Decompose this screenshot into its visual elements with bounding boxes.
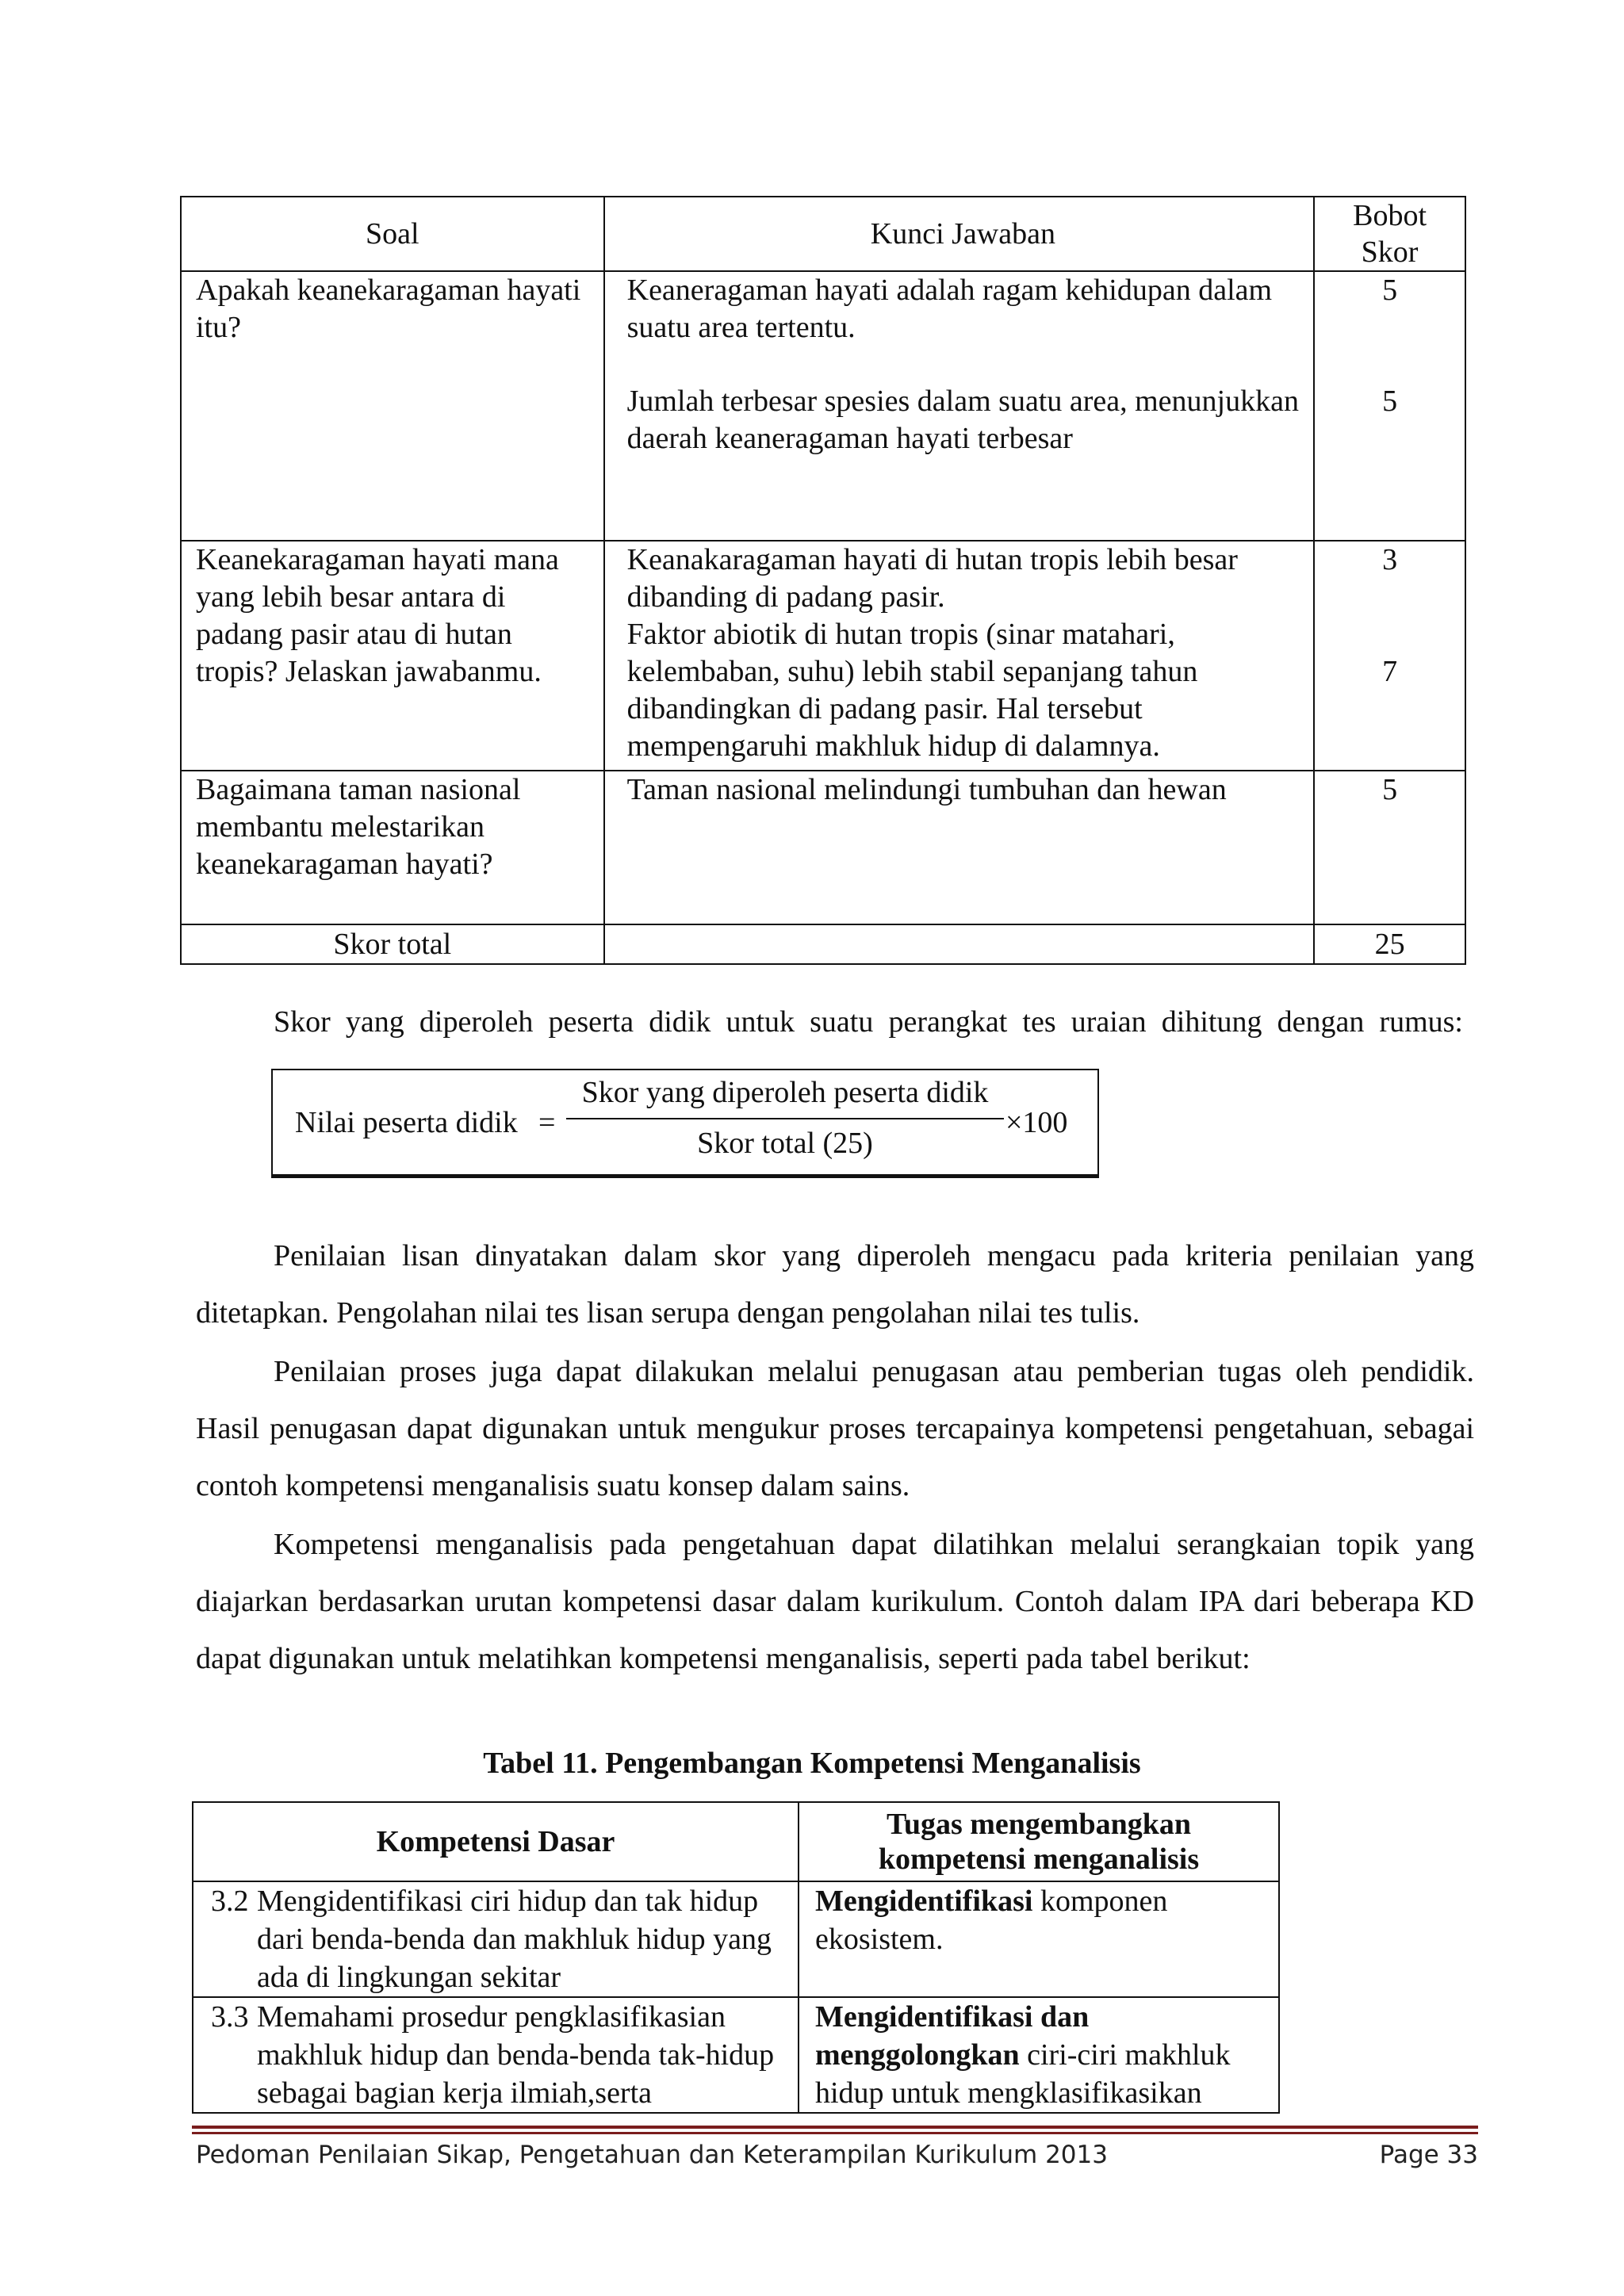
kd-number: 3.2 [211,1885,249,1918]
task-cell [799,1997,1279,2113]
answer-cell [604,271,1315,541]
table-row [181,541,1465,771]
total-row [181,924,1465,964]
table-caption: Tabel 11. Pengembangan Kompetensi Menganalisis [483,1747,1141,1780]
paragraph: Penilaian proses juga dapat dilakukan melalui penugasan atau pemberian tugas oleh pendidik. Hasil penugasan dapat digunakan untuk mengukur proses tercapainya kompetensi pengetahuan, sebagai contoh kompetensi menganalisis suatu konsep dalam sains. [196,1355,1474,1502]
header-soal: Soal [181,197,604,271]
score-cell [1314,541,1465,771]
formula-multiplier: ×100 [1005,1106,1068,1139]
table-header-row [181,197,1465,271]
table-row [193,1997,1279,2113]
footer-rule-thin [192,2132,1478,2134]
score-cell [1314,271,1465,541]
header-tugas [799,1802,1279,1881]
page-number: Page 33 [1379,2141,1478,2169]
score-value: 5 [1382,385,1398,418]
answer-text: Keaneragaman hayati adalah ragam kehidupan dalam suatu area tertentu. [626,274,1273,344]
header-kunci-jawaban: Kunci Jawaban [604,197,1315,271]
table-row [181,771,1465,924]
kd-number: 3.3 [211,2000,249,2034]
header-tugas-text: Tugas mengembangkan kompetensi menganalisis [878,1808,1200,1876]
task-keyword: Mengidentifikasi [815,1885,1033,1918]
table-row [181,271,1465,541]
task-keyword: Mengidentifikasi dan menggolongkan [815,2000,1090,2072]
kd-cell [193,1997,799,2113]
task-text: komponen ekosistem. [815,1885,1168,1956]
answer-cell [604,771,1315,924]
answer-text: Jumlah terbesar spesies dalam suatu area, menunjukkan daerah keaneragaman hayati terbesar [626,385,1299,455]
header-bobot-skor [1314,197,1465,271]
score-value: 5 [1382,274,1398,307]
total-value: 25 [1314,924,1465,964]
question-cell: Keanekaragaman hayati mana yang lebih besar antara di padang pasir atau di hutan tropis? Jelaskan jawabanmu. [181,541,604,771]
formula-equals: = [538,1106,556,1139]
kd-text: Mengidentifikasi ciri hidup dan tak hidup dari benda-benda dan makhluk hidup yang ada di lingkungan sekitar [257,1885,772,1994]
footer-rule-thick [192,2126,1478,2129]
question-cell: Apakah keanekaragaman hayati itu? [181,271,604,541]
table-row [193,1881,1279,1997]
score-value: 7 [1382,655,1398,688]
formula-box [271,1069,1099,1178]
answer-text: Faktor abiotik di hutan tropis (sinar matahari, kelembaban, suhu) lebih stabil sepanjang tahun dibandingkan di padang pasir. Hal tersebut mempengaruhi makhluk hidup di dalamnya. [626,618,1198,763]
kd-text: Memahami prosedur pengklasifikasian makhluk hidup dan benda-benda tak-hidup sebagai bagian kerja ilmiah,serta [257,2000,775,2110]
paragraph: Penilaian lisan dinyatakan dalam skor yang diperoleh mengacu pada kriteria penilaian yang ditetapkan. Pengolahan nilai tes lisan serupa dengan pengolahan nilai tes tulis. [196,1239,1474,1330]
footer-title: Pedoman Penilaian Sikap, Pengetahuan dan Keterampilan Kurikulum 2013 [196,2141,1108,2169]
formula-intro: Skor yang diperoleh peserta didik untuk suatu perangkat tes uraian dihitung dengan rumus: [274,1005,1463,1039]
kd-cell [193,1881,799,1997]
competency-table [192,1801,1280,2114]
answer-text: Taman nasional melindungi tumbuhan dan hewan [626,773,1227,806]
total-empty-cell [604,924,1315,964]
answer-key-table [180,196,1466,965]
answer-cell [604,541,1315,771]
header-bobot-skor-text: Bobot Skor [1353,199,1427,269]
question-cell: Bagaimana taman nasional membantu melestarikan keanekaragaman hayati? [181,771,604,924]
task-text: ciri-ciri makhluk hidup untuk mengklasifikasikan [815,2038,1231,2110]
formula-lhs: Nilai peserta didik [295,1106,518,1139]
score-value: 3 [1382,543,1398,576]
task-cell [799,1881,1279,1997]
fraction-bar [566,1118,1004,1119]
answer-text: Keanakaragaman hayati di hutan tropis lebih besar dibanding di padang pasir. [626,543,1238,614]
paragraph: Kompetensi menganalisis pada pengetahuan dapat dilatihkan melalui serangkaian topik yang diajarkan berdasarkan urutan kompetensi dasar dalam kurikulum. Contoh dalam IPA dari beberapa KD dapat digunakan untuk melatihkan kompetensi menganalisis, seperti pada tabel berikut: [196,1528,1474,1675]
formula-denominator: Skor total (25) [697,1127,873,1160]
table-header-row [193,1802,1279,1881]
score-cell [1314,771,1465,924]
formula-numerator: Skor yang diperoleh peserta didik [581,1076,989,1109]
header-kompetensi-dasar: Kompetensi Dasar [193,1802,799,1881]
total-label: Skor total [181,924,604,964]
score-value: 5 [1382,773,1398,806]
